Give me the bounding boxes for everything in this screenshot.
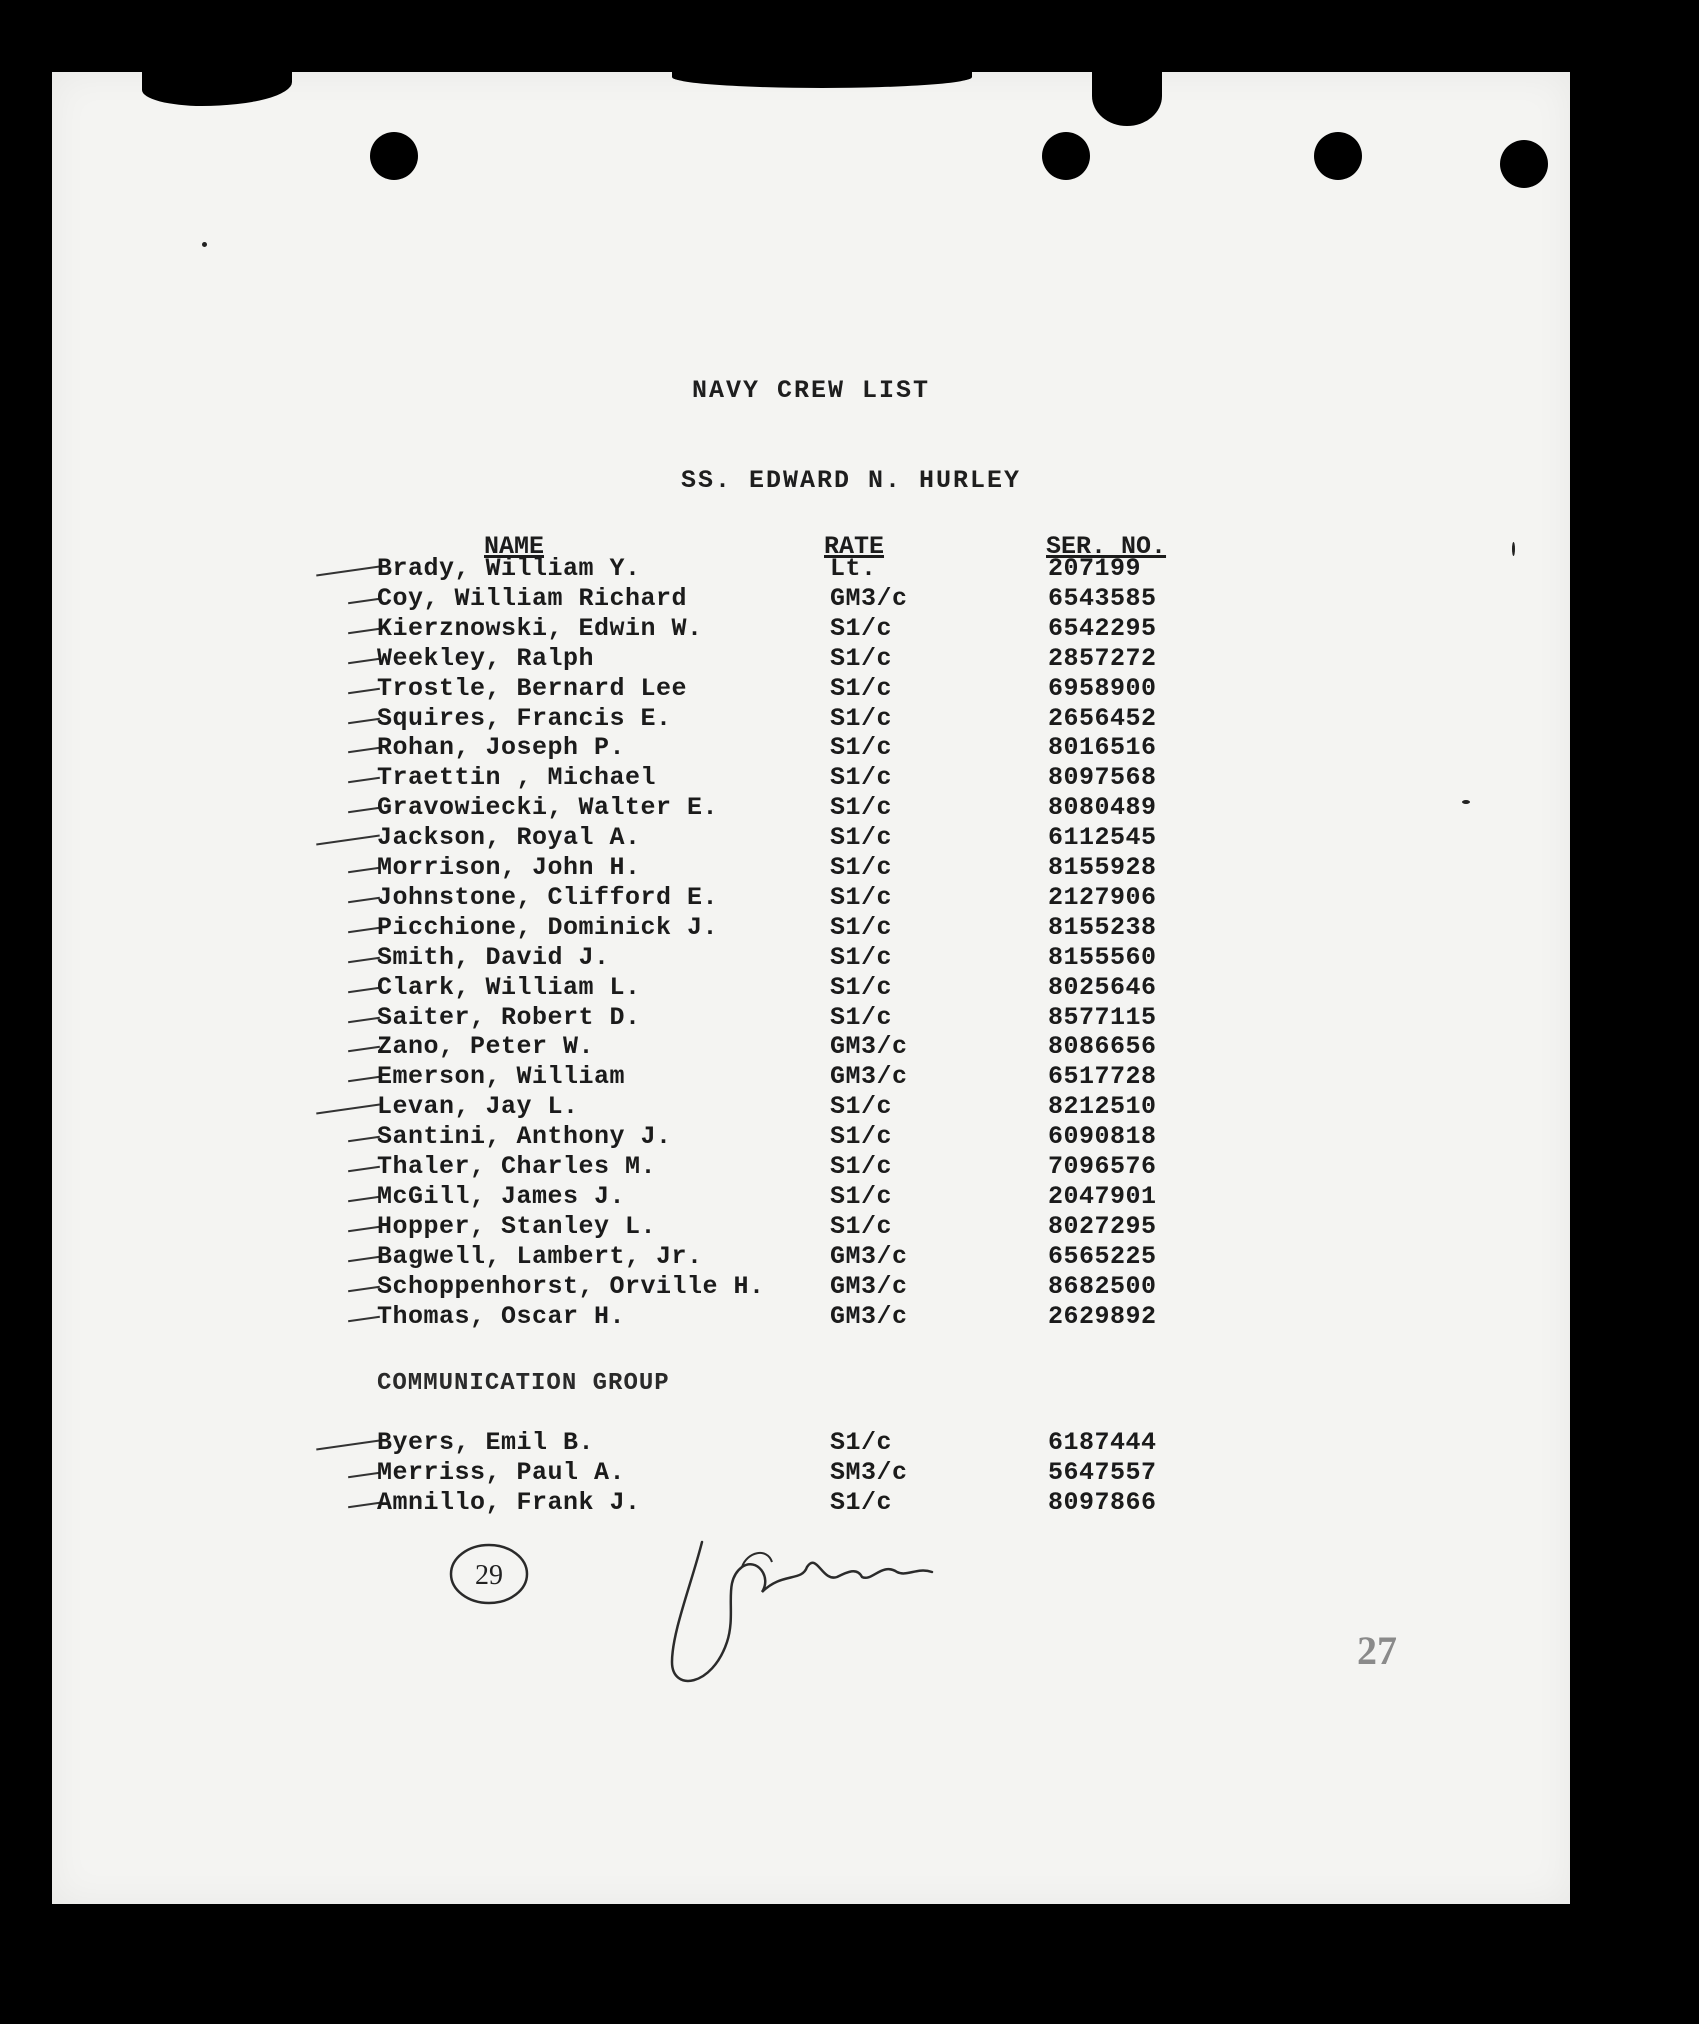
crew-name: Hopper, Stanley L. <box>377 1211 657 1241</box>
crew-row <box>52 1302 1570 1332</box>
header-name: NAME <box>484 532 545 561</box>
crew-rate: S1/c <box>830 853 893 882</box>
crew-rate: S1/c <box>830 823 893 853</box>
crew-rate: SM3/c <box>830 1457 908 1487</box>
check-mark <box>348 1016 380 1022</box>
crew-serial-number: 8086656 <box>1048 1032 1157 1062</box>
crew-name: Schoppenhorst, Orville H. <box>377 1271 765 1301</box>
crew-name: Trostle, Bernard Lee <box>377 673 688 703</box>
crew-row <box>52 674 1570 704</box>
crew-serial-number: 8025646 <box>1048 972 1157 1002</box>
crew-serial-number: 8577115 <box>1048 1002 1157 1032</box>
crew-name: Clark, William L. <box>377 972 641 1002</box>
crew-row <box>52 1272 1570 1302</box>
crew-serial-number: 8097568 <box>1048 763 1157 793</box>
crew-name: Squires, Francis E. <box>377 703 672 733</box>
crew-name: Gravowiecki, Walter E. <box>377 793 719 823</box>
crew-rate: S1/c <box>830 763 893 793</box>
crew-name: Santini, Anthony J. <box>377 1122 672 1152</box>
crew-serial-number: 8212510 <box>1048 1092 1157 1122</box>
crew-row <box>52 733 1570 763</box>
crew-serial-number: 6112545 <box>1048 823 1157 853</box>
check-mark <box>348 867 380 873</box>
crew-name: Traettin , Michael <box>377 763 657 793</box>
crew-row <box>52 943 1570 973</box>
torn-edge <box>672 66 972 88</box>
crew-name: Rohan, Joseph P. <box>377 733 626 763</box>
check-mark <box>348 807 380 813</box>
crew-serial-number: 2656452 <box>1048 703 1157 733</box>
crew-name: Saiter, Robert D. <box>377 1002 641 1032</box>
crew-rate: S1/c <box>830 1211 893 1241</box>
crew-name: Kierznowski, Edwin W. <box>377 613 703 643</box>
crew-serial-number: 6958900 <box>1048 673 1157 703</box>
crew-serial-number: 8155928 <box>1048 853 1157 882</box>
crew-name: Thomas, Oscar H. <box>377 1301 626 1331</box>
crew-rate: S1/c <box>830 733 893 763</box>
crew-row <box>52 704 1570 734</box>
crew-row <box>52 584 1570 614</box>
crew-rate: S1/c <box>830 882 893 912</box>
document-title: NAVY CREW LIST <box>691 376 931 405</box>
crew-name: Emerson, William <box>377 1062 626 1092</box>
crew-rate: S1/c <box>830 942 893 972</box>
crew-rate: S1/c <box>830 613 893 643</box>
crew-name: Coy, William Richard <box>377 583 688 613</box>
crew-rate: S1/c <box>830 643 893 673</box>
check-mark <box>348 1166 380 1172</box>
crew-serial-number: 2127906 <box>1048 882 1157 912</box>
check-mark <box>348 986 380 992</box>
check-mark <box>348 628 380 634</box>
crew-serial-number: 5647557 <box>1048 1457 1157 1487</box>
crew-rate: S1/c <box>830 793 893 823</box>
crew-row <box>52 793 1570 823</box>
crew-serial-number: 8682500 <box>1048 1271 1157 1301</box>
crew-row <box>52 1092 1570 1122</box>
check-mark <box>316 1440 380 1451</box>
crew-rate: S1/c <box>830 1152 893 1181</box>
crew-name: Amnillo, Frank J. <box>377 1487 641 1517</box>
crew-name: Levan, Jay L. <box>377 1092 579 1122</box>
crew-name: Picchione, Dominick J. <box>377 912 719 942</box>
crew-name: Morrison, John H. <box>377 853 641 882</box>
speck <box>202 242 207 247</box>
check-mark <box>316 566 380 577</box>
crew-rate: S1/c <box>830 1002 893 1032</box>
crew-row <box>52 644 1570 674</box>
crew-rate: GM3/c <box>830 1032 908 1062</box>
check-mark <box>348 747 380 753</box>
crew-serial-number: 6542295 <box>1048 613 1157 643</box>
crew-rate: S1/c <box>830 1487 893 1517</box>
punch-hole <box>1500 140 1548 188</box>
crew-row <box>52 614 1570 644</box>
page-number: 27 <box>1357 1628 1397 1673</box>
check-mark <box>348 897 380 903</box>
crew-rate: GM3/c <box>830 1271 908 1301</box>
crew-serial-number: 8080489 <box>1048 793 1157 823</box>
crew-serial-number: 8027295 <box>1048 1211 1157 1241</box>
crew-serial-number: 2629892 <box>1048 1301 1157 1331</box>
check-mark <box>348 1472 380 1478</box>
check-mark <box>348 927 380 933</box>
crew-name: Zano, Peter W. <box>377 1032 595 1062</box>
crew-serial-number: 6543585 <box>1048 583 1157 613</box>
crew-rate: Lt. <box>830 554 877 583</box>
communication-group-title: COMMUNICATION GROUP <box>377 1370 670 1397</box>
crew-serial-number: 8155560 <box>1048 942 1157 972</box>
ship-name: SS. EDWARD N. HURLEY <box>680 466 1022 495</box>
check-mark <box>348 717 380 723</box>
crew-row <box>52 1488 1570 1518</box>
crew-serial-number: 8155238 <box>1048 912 1157 942</box>
crew-serial-number: 7096576 <box>1048 1152 1157 1181</box>
crew-row <box>52 913 1570 943</box>
document-page <box>52 72 1570 1904</box>
crew-name: Bagwell, Lambert, Jr. <box>377 1241 703 1271</box>
crew-serial-number: 8016516 <box>1048 733 1157 763</box>
crew-row <box>52 1182 1570 1212</box>
check-mark <box>348 1285 380 1291</box>
crew-row <box>52 1062 1570 1092</box>
crew-rate: S1/c <box>830 1181 893 1211</box>
crew-name: McGill, James J. <box>377 1181 626 1211</box>
speck <box>1462 800 1470 804</box>
handwritten-signature <box>632 1522 952 1692</box>
check-mark <box>316 1104 380 1115</box>
crew-rate: GM3/c <box>830 1301 908 1331</box>
crew-serial-number: 8097866 <box>1048 1487 1157 1517</box>
crew-name: Jackson, Royal A. <box>377 823 641 853</box>
crew-rate: GM3/c <box>830 1062 908 1092</box>
crew-row <box>52 1152 1570 1182</box>
crew-name: Thaler, Charles M. <box>377 1152 657 1181</box>
crew-name: Smith, David J. <box>377 942 610 972</box>
crew-row <box>52 1428 1570 1458</box>
crew-serial-number: 6187444 <box>1048 1428 1157 1457</box>
crew-serial-number: 2047901 <box>1048 1181 1157 1211</box>
crew-rate: S1/c <box>830 673 893 703</box>
crew-rate: GM3/c <box>830 1241 908 1271</box>
check-mark <box>348 1076 380 1082</box>
speck <box>1512 542 1515 556</box>
crew-row <box>52 1242 1570 1272</box>
check-mark <box>348 1502 380 1508</box>
check-mark <box>316 835 380 846</box>
crew-rate: S1/c <box>830 703 893 733</box>
check-mark <box>348 1255 380 1261</box>
check-mark <box>348 1196 380 1202</box>
check-mark <box>348 687 380 693</box>
crew-rate: S1/c <box>830 972 893 1002</box>
crew-serial-number: 6090818 <box>1048 1122 1157 1152</box>
crew-name: Johnstone, Clifford E. <box>377 882 719 912</box>
crew-serial-number: 6565225 <box>1048 1241 1157 1271</box>
crew-rate: S1/c <box>830 1122 893 1152</box>
crew-row <box>52 1212 1570 1242</box>
crew-rate: GM3/c <box>830 583 908 613</box>
crew-serial-number: 207199 <box>1048 554 1142 583</box>
crew-row <box>52 853 1570 883</box>
torn-edge <box>1092 66 1162 126</box>
crew-serial-number: 6517728 <box>1048 1062 1157 1092</box>
check-mark <box>348 956 380 962</box>
crew-name: Byers, Emil B. <box>377 1428 595 1457</box>
circled-count-text: 29 <box>475 1560 503 1591</box>
crew-row <box>52 554 1570 584</box>
header-rate: RATE <box>824 532 885 561</box>
crew-row <box>52 1122 1570 1152</box>
crew-row <box>52 823 1570 853</box>
crew-row <box>52 763 1570 793</box>
punch-hole <box>1314 132 1362 180</box>
check-mark <box>348 1046 380 1052</box>
crew-name: Merriss, Paul A. <box>377 1457 626 1487</box>
punch-hole <box>370 132 418 180</box>
check-mark <box>348 777 380 783</box>
crew-row <box>52 973 1570 1003</box>
crew-row <box>52 1032 1570 1062</box>
punch-hole <box>1042 132 1090 180</box>
crew-row <box>52 883 1570 913</box>
crew-row <box>52 1003 1570 1033</box>
check-mark <box>348 1226 380 1232</box>
crew-name: Weekley, Ralph <box>377 643 595 673</box>
crew-row <box>52 1458 1570 1488</box>
check-mark <box>348 657 380 663</box>
header-ser-no: SER. NO. <box>1046 532 1167 561</box>
crew-name: Brady, William Y. <box>377 554 641 583</box>
check-mark <box>348 598 380 604</box>
crew-rate: S1/c <box>830 912 893 942</box>
check-mark <box>348 1315 380 1321</box>
crew-rate: S1/c <box>830 1092 893 1122</box>
circled-count <box>447 1542 531 1606</box>
crew-serial-number: 2857272 <box>1048 643 1157 673</box>
check-mark <box>348 1136 380 1142</box>
torn-edge <box>142 66 292 106</box>
crew-rate: S1/c <box>830 1428 893 1457</box>
